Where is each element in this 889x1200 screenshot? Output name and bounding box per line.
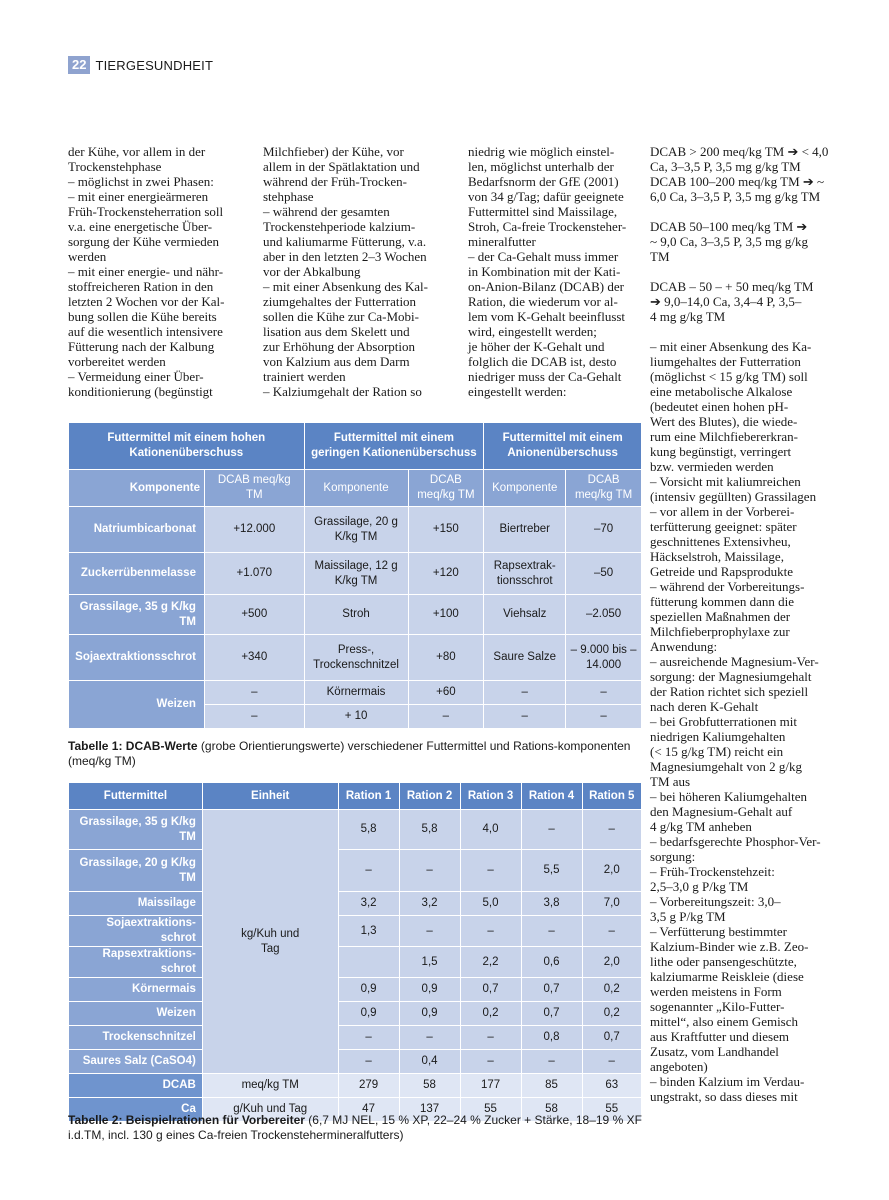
page-header bbox=[68, 56, 213, 74]
unit-cell: kg/Kuh und Tag bbox=[202, 810, 338, 1074]
table-cell: – bbox=[582, 810, 641, 850]
table-cell: – bbox=[460, 916, 521, 947]
table-row bbox=[69, 595, 642, 635]
text-line: 3,5 g P/kg TM bbox=[650, 909, 726, 924]
table-cell: Körnermais bbox=[304, 681, 408, 705]
text-line: von Kalzium aus dem Darm bbox=[263, 354, 410, 369]
text-line: ziumgehaltes der Futterration bbox=[263, 294, 417, 309]
column-header: Ration 2 bbox=[399, 783, 460, 810]
text-line: – während der Vorbereitungs- bbox=[650, 579, 805, 594]
text-line: trainiert werden bbox=[263, 369, 346, 384]
table-cell: 0,4 bbox=[399, 1050, 460, 1074]
text-line: vorbereitet werden bbox=[68, 354, 166, 369]
table-cell: – bbox=[338, 850, 399, 892]
row-label: Weizen bbox=[69, 681, 205, 729]
table-cell: – 9.000 bis –14.000 bbox=[566, 635, 642, 681]
caption-title: Tabelle 2: Beispielrationen für Vorbereiter bbox=[68, 1113, 305, 1127]
paragraph-gap bbox=[650, 204, 845, 219]
table-cell: 0,7 bbox=[521, 978, 582, 1002]
table-cell: 0,8 bbox=[521, 1026, 582, 1050]
text-line: kung begünstigt, verringert bbox=[650, 444, 792, 459]
text-line: bung sollen die Kühe bereits bbox=[68, 309, 217, 324]
paragraph-gap bbox=[650, 324, 845, 339]
text-line: aber in den letzten 2–3 Wochen bbox=[263, 249, 427, 264]
row-label: Maissilage bbox=[69, 892, 203, 916]
text-line: Getreide und Rapsprodukte bbox=[650, 564, 793, 579]
text-line: Ration, die wiederum vor al- bbox=[468, 294, 618, 309]
row-label: DCAB bbox=[69, 1074, 203, 1098]
row-label: Körnermais bbox=[69, 978, 203, 1002]
row-label: Grassilage, 35 g K/kg TM bbox=[69, 810, 203, 850]
text-line: konditionierung (begünstigt bbox=[68, 384, 213, 399]
text-line: werden bbox=[68, 249, 107, 264]
table-cell: +80 bbox=[408, 635, 484, 681]
table-cell: Press-, Trockenschnitzel bbox=[304, 635, 408, 681]
text-line: Fütterung nach der Kalbung bbox=[68, 339, 215, 354]
text-line: – Verfütterung bestimmter bbox=[650, 924, 787, 939]
text-line: lem vom K-Gehalt beeinflusst bbox=[468, 309, 626, 324]
text-line: geschnittenes Extensivheu, bbox=[650, 534, 791, 549]
table-cell: – bbox=[484, 705, 566, 729]
table-cell: Rapsextrak-tionsschrot bbox=[484, 553, 566, 595]
column-header: Futtermittel bbox=[69, 783, 203, 810]
row-label: Weizen bbox=[69, 1002, 203, 1026]
table-cell: 7,0 bbox=[582, 892, 641, 916]
table-row bbox=[69, 681, 642, 705]
text-line: Trockenstehperiode kalzium- bbox=[263, 219, 416, 234]
text-line: – mit einer Absenkung des Kal- bbox=[263, 279, 428, 294]
table-cell: +500 bbox=[204, 595, 304, 635]
table-cell: – bbox=[566, 681, 642, 705]
table-cell: 0,6 bbox=[521, 947, 582, 978]
text-line: 4 mg g/kg TM bbox=[650, 309, 726, 324]
text-line: Milchfieber) der Kühe, vor bbox=[263, 144, 404, 159]
table-row bbox=[69, 1002, 642, 1026]
table-cell: 63 bbox=[582, 1074, 641, 1098]
table-row bbox=[69, 553, 642, 595]
table-cell: – bbox=[460, 1026, 521, 1050]
text-line: zur Erhöhung der Absorption bbox=[263, 339, 416, 354]
text-line: – binden Kalzium im Verdau- bbox=[650, 1074, 805, 1089]
text-line: – möglichst in zwei Phasen: bbox=[68, 174, 214, 189]
text-line: stoffreicheren Ration in den bbox=[68, 279, 214, 294]
caption-text: (grobe Orientierungswerte) verschiedener Futtermittel und Rations-komponenten (meq/kg TM) bbox=[68, 739, 631, 768]
text-line: wird, eingestellt werden; bbox=[468, 324, 597, 339]
text-line: nach deren K-Gehalt bbox=[650, 699, 759, 714]
text-line: TM bbox=[650, 249, 670, 264]
text-line: kalziumarme Reiskleie (diese bbox=[650, 969, 804, 984]
table-cell: – bbox=[338, 1050, 399, 1074]
table-row bbox=[69, 850, 642, 892]
table-cell: 279 bbox=[338, 1074, 399, 1098]
text-line: (möglichst < 15 g/kg TM) soll bbox=[650, 369, 808, 384]
table-cell: 0,9 bbox=[399, 978, 460, 1002]
text-line: 6,0 Ca, 3–3,5 P, 3,5 mg g/kg TM bbox=[650, 189, 821, 204]
table-cell: – bbox=[399, 916, 460, 947]
table-cell: Viehsalz bbox=[484, 595, 566, 635]
table-cell: – bbox=[521, 916, 582, 947]
table-2-caption bbox=[68, 1113, 648, 1143]
text-line: (intensiv gegüllten) Grassilagen bbox=[650, 489, 817, 504]
table-cell: 4,0 bbox=[460, 810, 521, 850]
table-cell: Maissilage, 12 g K/kg TM bbox=[304, 553, 408, 595]
table-cell: 0,7 bbox=[460, 978, 521, 1002]
table-cell: 0,7 bbox=[582, 1026, 641, 1050]
text-line: niedrig wie möglich einstel- bbox=[468, 144, 615, 159]
section-title: TIERGESUNDHEIT bbox=[95, 57, 214, 73]
row-label: Natriumbicarbonat bbox=[69, 507, 205, 553]
table-row bbox=[69, 635, 642, 681]
table-cell: – bbox=[399, 850, 460, 892]
rations-table bbox=[68, 782, 642, 1122]
text-line: speziellen Maßnahmen der bbox=[650, 609, 791, 624]
text-line: 2,5–3,0 g P/kg TM bbox=[650, 879, 749, 894]
text-line: TM aus bbox=[650, 774, 691, 789]
table-cell: meq/kg TM bbox=[202, 1074, 338, 1098]
table-cell: – bbox=[582, 916, 641, 947]
text-line: ~ 9,0 Ca, 3–3,5 P, 3,5 mg g/kg bbox=[650, 234, 808, 249]
text-line: allem in der Spätlaktation und bbox=[263, 159, 420, 174]
table-cell: 55 bbox=[582, 1098, 641, 1122]
text-line: len, möglichst unterhalb der bbox=[468, 159, 614, 174]
table-cell: 0,7 bbox=[521, 1002, 582, 1026]
table-cell: 58 bbox=[521, 1098, 582, 1122]
table-cell bbox=[338, 947, 399, 978]
table-cell: Saure Salze bbox=[484, 635, 566, 681]
table-cell: 0,2 bbox=[582, 978, 641, 1002]
text-line: folglich die DCAB ist, desto bbox=[468, 354, 617, 369]
column-header: Komponente bbox=[69, 470, 205, 507]
text-line: aus Kraftfutter und diesem bbox=[650, 1029, 789, 1044]
table-cell: 5,8 bbox=[399, 810, 460, 850]
text-column-3 bbox=[468, 144, 644, 399]
table-cell: 1,5 bbox=[399, 947, 460, 978]
text-line: – Vorsicht mit kaliumreichen bbox=[650, 474, 801, 489]
table-cell: – bbox=[204, 681, 304, 705]
table-row bbox=[69, 892, 642, 916]
table-cell: +340 bbox=[204, 635, 304, 681]
text-line: sorgung: bbox=[650, 849, 696, 864]
text-line: mineralfutter bbox=[468, 234, 536, 249]
text-line: Zusatz, vom Landhandel bbox=[650, 1044, 779, 1059]
text-line: DCAB 50–100 meq/kg TM ➔ bbox=[650, 219, 808, 234]
table-cell: – bbox=[399, 1026, 460, 1050]
text-column-4 bbox=[650, 144, 845, 1104]
text-line: der Ration richtet sich speziell bbox=[650, 684, 809, 699]
row-label: Ca bbox=[69, 1098, 203, 1122]
text-line: niedriger muss der Ca-Gehalt bbox=[468, 369, 622, 384]
table-cell: – bbox=[460, 1050, 521, 1074]
table-cell: +1.070 bbox=[204, 553, 304, 595]
column-header: Komponente bbox=[484, 470, 566, 507]
text-line: – Kalziumgehalt der Ration so bbox=[263, 384, 422, 399]
table-cell: – bbox=[566, 705, 642, 729]
caption-title: Tabelle 1: DCAB-Werte bbox=[68, 739, 198, 753]
table-cell: 5,5 bbox=[521, 850, 582, 892]
dcab-table bbox=[68, 422, 642, 729]
row-label: Grassilage, 20 g K/kg TM bbox=[69, 850, 203, 892]
text-line: Stroh, Ca-freie Trockensteher- bbox=[468, 219, 627, 234]
column-header: DCAB meq/kg TM bbox=[204, 470, 304, 507]
text-line: ➔ 9,0–14,0 Ca, 3,4–4 P, 3,5– bbox=[650, 294, 802, 309]
text-column-2 bbox=[263, 144, 453, 399]
text-line: mittel“, also einem Gemisch bbox=[650, 1014, 799, 1029]
text-line: – Vermeidung einer Über- bbox=[68, 369, 204, 384]
table-cell: 55 bbox=[460, 1098, 521, 1122]
table-cell: 2,2 bbox=[460, 947, 521, 978]
text-line: Wert des Blutes), die wiede- bbox=[650, 414, 798, 429]
table-cell: 58 bbox=[399, 1074, 460, 1098]
text-line: der Kühe, vor allem in der bbox=[68, 144, 206, 159]
text-line: terfütterung geeignet: später bbox=[650, 519, 797, 534]
text-line: in Kombination mit der Kati- bbox=[468, 264, 621, 279]
text-line: eine metabolische Alkalose bbox=[650, 384, 793, 399]
column-header: Ration 4 bbox=[521, 783, 582, 810]
text-line: – bei höheren Kaliumgehalten bbox=[650, 789, 808, 804]
table-cell: 3,8 bbox=[521, 892, 582, 916]
text-line: den Magnesium-Gehalt auf bbox=[650, 804, 793, 819]
column-header: DCAB meq/kg TM bbox=[566, 470, 642, 507]
table-row bbox=[69, 916, 642, 947]
text-line: Anwendung: bbox=[650, 639, 718, 654]
text-line: Kalzium-Binder wie z.B. Zeo- bbox=[650, 939, 809, 954]
text-line: lisation aus dem Skelett und bbox=[263, 324, 410, 339]
table-cell: Biertreber bbox=[484, 507, 566, 553]
table-row bbox=[69, 1050, 642, 1074]
table-row bbox=[69, 810, 642, 850]
text-line: Früh-Trockensteherration soll bbox=[68, 204, 224, 219]
table-cell: 5,8 bbox=[338, 810, 399, 850]
column-header: Ration 1 bbox=[338, 783, 399, 810]
text-line: on-Anion-Bilanz (DCAB) der bbox=[468, 279, 624, 294]
table-cell: 0,9 bbox=[338, 1002, 399, 1026]
table-cell: 137 bbox=[399, 1098, 460, 1122]
table-cell: 177 bbox=[460, 1074, 521, 1098]
table-cell: Grassilage, 20 g K/kg TM bbox=[304, 507, 408, 553]
table-cell: – bbox=[484, 681, 566, 705]
text-line: – mit einer energieärmeren bbox=[68, 189, 209, 204]
text-line: liumgehaltes der Futterration bbox=[650, 354, 801, 369]
column-header: Komponente bbox=[304, 470, 408, 507]
text-line: werden meistens in Form bbox=[650, 984, 782, 999]
text-line: – ausreichende Magnesium-Ver- bbox=[650, 654, 819, 669]
table-cell: + 10 bbox=[304, 705, 408, 729]
table-cell: – bbox=[204, 705, 304, 729]
row-label: Rapsextraktions-schrot bbox=[69, 947, 203, 978]
text-line: DCAB > 200 meq/kg TM ➔ < 4,0 bbox=[650, 144, 829, 159]
table-cell: +60 bbox=[408, 681, 484, 705]
row-label: Sojaextraktions-schrot bbox=[69, 916, 203, 947]
text-line: Milchfieberprophylaxe zur bbox=[650, 624, 790, 639]
table-cell: –70 bbox=[566, 507, 642, 553]
text-line: fütterung kommen dann die bbox=[650, 594, 795, 609]
text-line: 4 g/kg TM anheben bbox=[650, 819, 752, 834]
text-line: – vor allem in der Vorberei- bbox=[650, 504, 795, 519]
table-cell: 1,3 bbox=[338, 916, 399, 947]
text-line: – mit einer Absenkung des Ka- bbox=[650, 339, 812, 354]
text-line: je höher der K-Gehalt und bbox=[468, 339, 605, 354]
table-cell: +150 bbox=[408, 507, 484, 553]
row-label: Zuckerrübenmelasse bbox=[69, 553, 205, 595]
text-line: auf die wesentlich intensivere bbox=[68, 324, 223, 339]
row-label: Sojaextraktionsschrot bbox=[69, 635, 205, 681]
group-header-anion: Futtermittel mit einem Anionenüberschuss bbox=[484, 423, 642, 470]
text-line: vor der Abkalbung bbox=[263, 264, 361, 279]
text-line: – mit einer energie- und nähr- bbox=[68, 264, 224, 279]
table-cell: 3,2 bbox=[338, 892, 399, 916]
text-line: von 34 g/Tag; dafür geeignete bbox=[468, 189, 624, 204]
table-cell: –50 bbox=[566, 553, 642, 595]
column-header: DCAB meq/kg TM bbox=[408, 470, 484, 507]
text-line: (bedeutet einen hohen pH- bbox=[650, 399, 789, 414]
text-line: niedrigen Kaliumgehalten bbox=[650, 729, 786, 744]
text-line: Magnesiumgehalt von 2 g/kg bbox=[650, 759, 803, 774]
text-column-1 bbox=[68, 144, 256, 399]
table-cell: – bbox=[460, 850, 521, 892]
text-line: – Vorbereitungszeit: 3,0– bbox=[650, 894, 781, 909]
text-line: – bei Grobfutterrationen mit bbox=[650, 714, 797, 729]
caption-text: (6,7 MJ NEL, 15 % XP, 22–24 % Zucker + Stärke, 18–19 % XF i.d.TM, incl. 130 g eines Ca-freien Trockenstehermineralfutters) bbox=[68, 1113, 642, 1142]
table-cell: 0,9 bbox=[399, 1002, 460, 1026]
table-cell: +12.000 bbox=[204, 507, 304, 553]
row-label: Trockenschnitzel bbox=[69, 1026, 203, 1050]
table-cell: +100 bbox=[408, 595, 484, 635]
table-cell: – bbox=[582, 1050, 641, 1074]
text-line: Trockenstehphase bbox=[68, 159, 162, 174]
row-label: Grassilage, 35 g K/kg TM bbox=[69, 595, 205, 635]
table-row bbox=[69, 507, 642, 553]
table-cell: 5,0 bbox=[460, 892, 521, 916]
text-line: (< 15 g/kg TM) reicht ein bbox=[650, 744, 784, 759]
text-line: stehphase bbox=[263, 189, 314, 204]
text-line: ungstrakt, so dass dieses mit bbox=[650, 1089, 798, 1104]
text-line: sogenannter „Kilo-Futter- bbox=[650, 999, 785, 1014]
table-cell: 0,2 bbox=[582, 1002, 641, 1026]
text-line: sorgung: der Magnesiumgehalt bbox=[650, 669, 812, 684]
text-line: v.a. eine energetische Über- bbox=[68, 219, 213, 234]
text-line: DCAB – 50 – + 50 meq/kg TM bbox=[650, 279, 814, 294]
table-row bbox=[69, 947, 642, 978]
column-header: Ration 3 bbox=[460, 783, 521, 810]
table-cell: g/Kuh und Tag bbox=[202, 1098, 338, 1122]
table-1-caption bbox=[68, 739, 648, 769]
table-cell: –2.050 bbox=[566, 595, 642, 635]
text-line: eingestellt werden: bbox=[468, 384, 567, 399]
text-line: angeboten) bbox=[650, 1059, 708, 1074]
table-cell: 2,0 bbox=[582, 947, 641, 978]
table-cell: +120 bbox=[408, 553, 484, 595]
table-cell: – bbox=[521, 810, 582, 850]
table-cell: 47 bbox=[338, 1098, 399, 1122]
text-line: rum eine Milchfiebererkran- bbox=[650, 429, 798, 444]
summary-row bbox=[69, 1074, 642, 1098]
text-line: lithe oder pansengeschützte, bbox=[650, 954, 797, 969]
text-line: Bedarfsnorm der GfE (2001) bbox=[468, 174, 619, 189]
text-line: – während der gesamten bbox=[263, 204, 390, 219]
text-line: und kaliumarme Fütterung, v.a. bbox=[263, 234, 427, 249]
row-label: Saures Salz (CaSO4) bbox=[69, 1050, 203, 1074]
text-line: während der Früh-Trocken- bbox=[263, 174, 407, 189]
table-row bbox=[69, 978, 642, 1002]
paragraph-gap bbox=[650, 264, 845, 279]
page-number: 22 bbox=[68, 56, 90, 74]
table-cell: – bbox=[521, 1050, 582, 1074]
text-line: Ca, 3–3,5 P, 3,5 mg g/kg TM bbox=[650, 159, 801, 174]
table-cell: 0,2 bbox=[460, 1002, 521, 1026]
table-cell: 0,9 bbox=[338, 978, 399, 1002]
column-header: Einheit bbox=[202, 783, 338, 810]
text-line: Häckselstroh, Maissilage, bbox=[650, 549, 784, 564]
text-line: letzten 2 Wochen vor der Kal- bbox=[68, 294, 225, 309]
text-line: bzw. vermieden werden bbox=[650, 459, 774, 474]
table-cell: – bbox=[338, 1026, 399, 1050]
column-header: Ration 5 bbox=[582, 783, 641, 810]
table-row bbox=[69, 1026, 642, 1050]
table-cell: Stroh bbox=[304, 595, 408, 635]
text-line: sorgung der Kühe vermieden bbox=[68, 234, 220, 249]
text-line: – der Ca-Gehalt muss immer bbox=[468, 249, 619, 264]
table-cell: 85 bbox=[521, 1074, 582, 1098]
text-line: – bedarfsgerechte Phosphor-Ver- bbox=[650, 834, 821, 849]
table-cell: 3,2 bbox=[399, 892, 460, 916]
text-line: sollen die Kühe zur Ca-Mobi- bbox=[263, 309, 419, 324]
text-line: Futtermittel sind Maissilage, bbox=[468, 204, 618, 219]
table-cell: – bbox=[408, 705, 484, 729]
text-line: – Früh-Trockenstehzeit: bbox=[650, 864, 775, 879]
group-header-low: Futtermittel mit einem geringen Kationenüberschuss bbox=[304, 423, 484, 470]
group-header-high: Futtermittel mit einem hohen Kationenüberschuss bbox=[69, 423, 305, 470]
text-line: DCAB 100–200 meq/kg TM ➔ ~ bbox=[650, 174, 825, 189]
table-cell: 2,0 bbox=[582, 850, 641, 892]
